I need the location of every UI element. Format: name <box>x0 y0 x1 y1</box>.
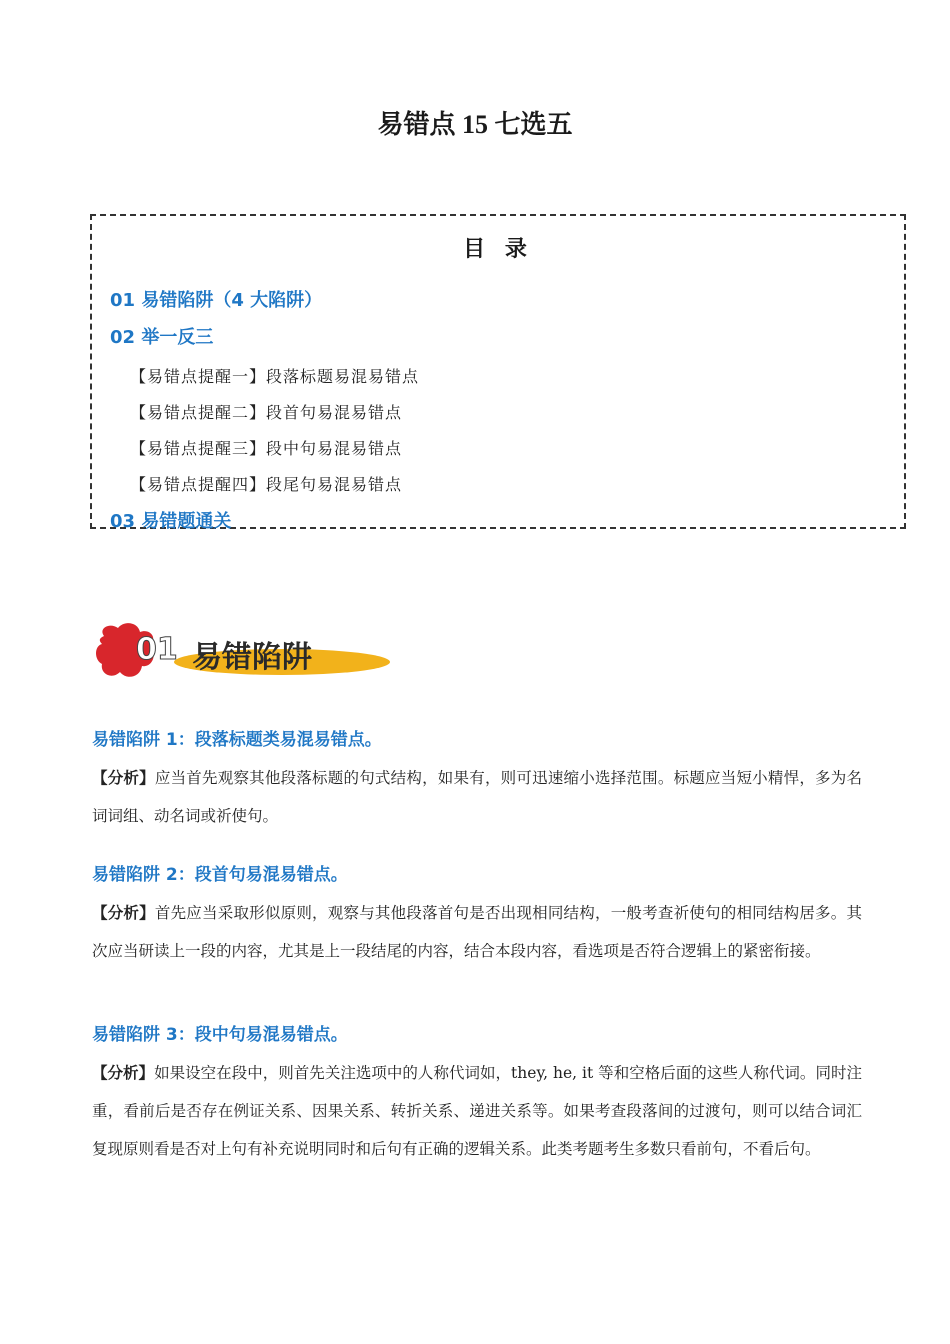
analysis-text: 应当首先观察其他段落标题的句式结构，如果有，则可迅速缩小选择范围。标题应当短小精悍，多为名词词组、动名词或祈使句。 <box>92 769 862 825</box>
trap-analysis <box>92 1054 862 1168</box>
trap-block <box>92 862 862 970</box>
trap-title: 易错陷阱 3：段中句易混易错点。 <box>92 1025 348 1045</box>
toc-subitem-link[interactable]: 【易错点提醒一】段落标题易混易错点 <box>130 367 420 386</box>
analysis-tag: 【分析】 <box>92 769 155 787</box>
toc-subitem-link[interactable]: 【易错点提醒四】段尾句易混易错点 <box>130 475 403 494</box>
analysis-text: 如果设空在段中，则首先关注选项中的人称代词如，they, he, it 等和空格后面的这些人称代词。同时注重，看前后是否存在例证关系、因果关系、转折关系、递进关系等。如果考查段落间的过渡句，则可以结合词汇复现原则看是否对上句有补充说明同时和后句有正确的逻辑关系。此类考题考生多数只看前句，不看后句。 <box>92 1064 862 1158</box>
toc-section-link[interactable]: 02 举一反三 <box>110 327 214 348</box>
trap-title: 易错陷阱 2：段首句易混易错点。 <box>92 865 348 885</box>
trap-block <box>92 1022 862 1168</box>
toc-section-link[interactable]: 03 易错题通关 <box>110 511 232 532</box>
page-title: 易错点 15 七选五 <box>377 110 573 139</box>
toc-heading: 目 录 <box>463 237 533 262</box>
analysis-tag: 【分析】 <box>92 1064 155 1082</box>
banner-number: 01 <box>136 632 178 667</box>
toc-subitem-link[interactable]: 【易错点提醒二】段首句易混易错点 <box>130 403 403 422</box>
toc-section-link[interactable]: 01 易错陷阱（4 大陷阱） <box>110 290 323 311</box>
analysis-tag: 【分析】 <box>92 904 155 922</box>
trap-block <box>92 727 862 835</box>
trap-title: 易错陷阱 1：段落标题类易混易错点。 <box>92 730 382 750</box>
section-banner <box>92 618 392 688</box>
trap-analysis <box>92 894 862 970</box>
table-of-contents <box>90 214 906 532</box>
analysis-text: 首先应当采取形似原则，观察与其他段落首句是否出现相同结构，一般考查祈使句的相同结构居多。其次应当研读上一段的内容，尤其是上一段结尾的内容，结合本段内容，看选项是否符合逻辑上的紧密衔接。 <box>92 904 862 960</box>
toc-subitem-link[interactable]: 【易错点提醒三】段中句易混易错点 <box>130 439 403 458</box>
banner-label: 易错陷阱 <box>192 640 312 675</box>
trap-analysis <box>92 759 862 835</box>
